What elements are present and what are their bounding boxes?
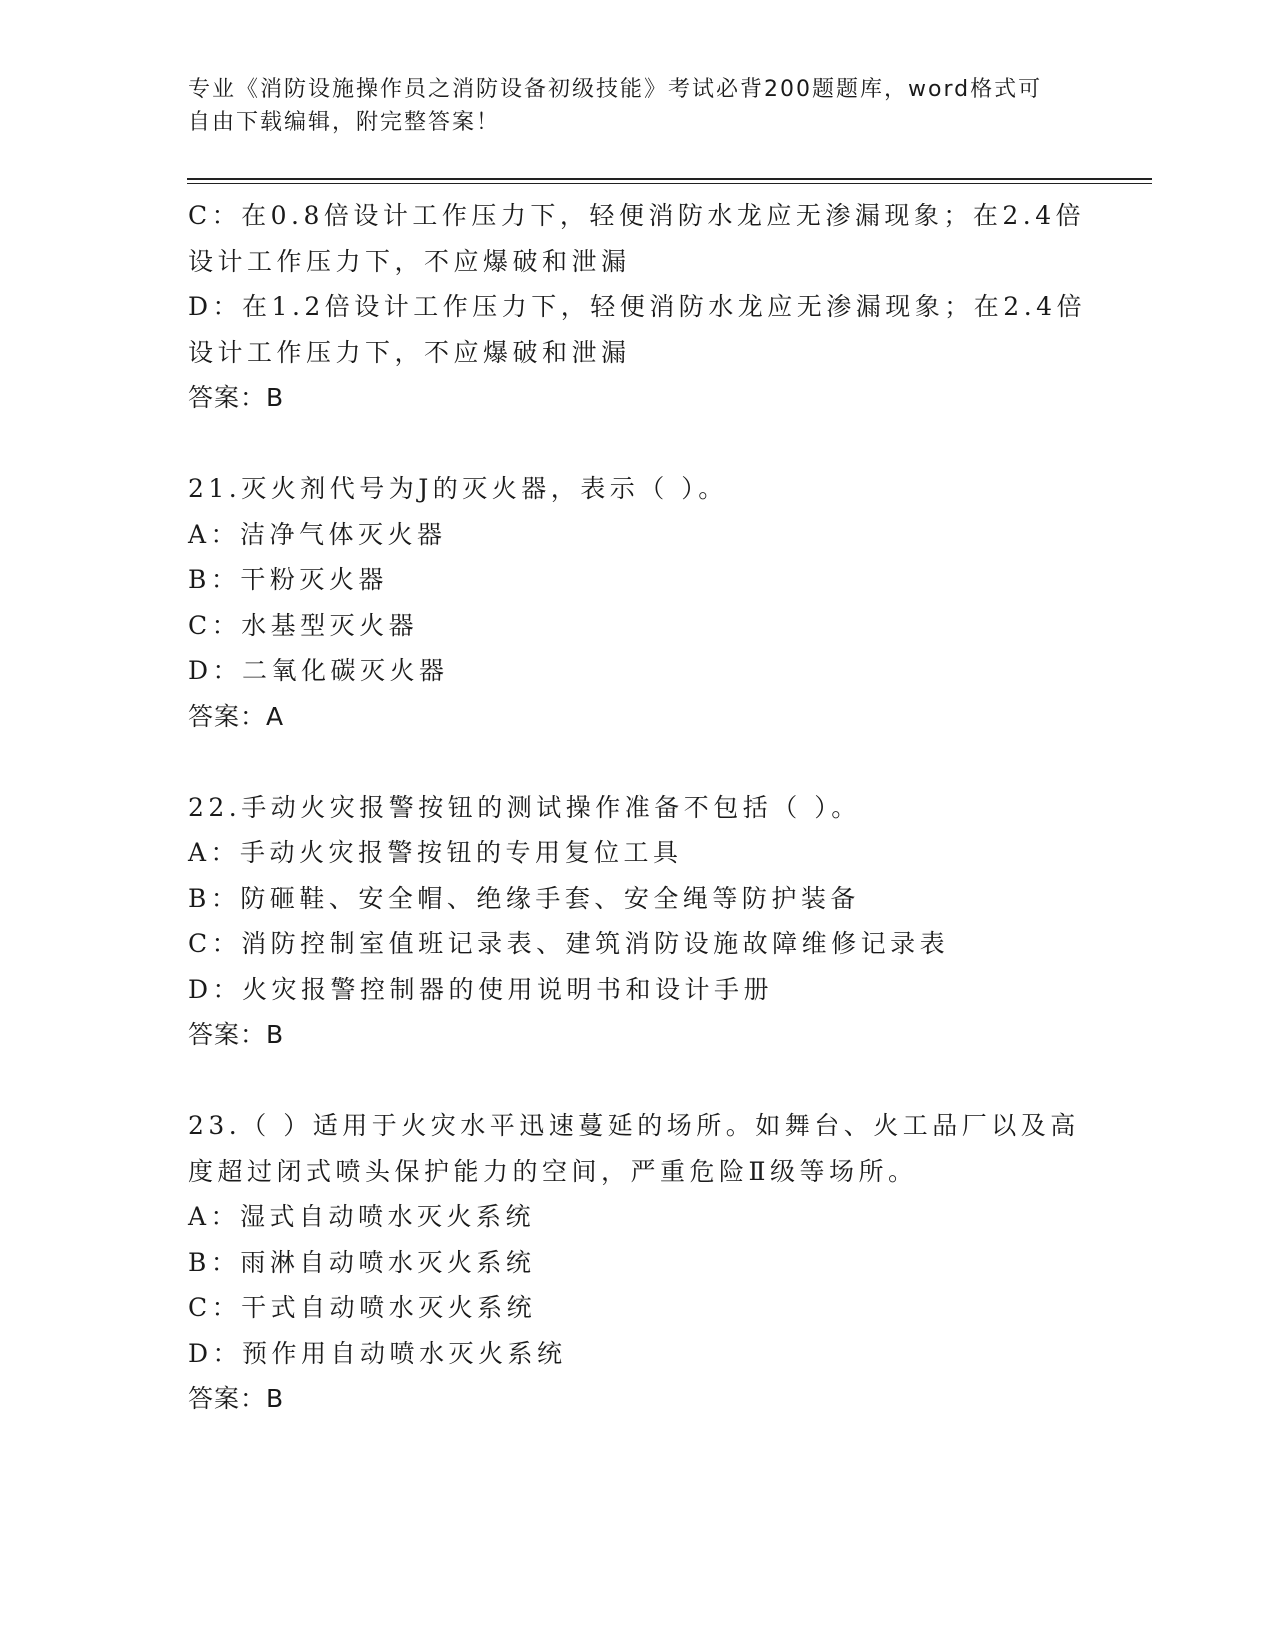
answer: 答案：B (188, 1384, 285, 1413)
header-rule-thin (187, 183, 1152, 184)
question-20-continued (188, 193, 1088, 421)
question-23 (188, 1103, 1088, 1422)
header-line-1: 专业《消防设施操作员之消防设备初级技能》考试必背200题题库，word格式可 (188, 77, 1043, 102)
option-a: A：洁净气体灭火器 (188, 519, 447, 549)
option-c-line-1: C：在0.8倍设计工作压力下，轻便消防水龙应无渗漏现象；在2.4倍 (188, 201, 1086, 230)
header-line-2: 自由下载编辑，附完整答案！ (188, 110, 501, 135)
question-stem: 21.灭火剂代号为J的灭火器，表示（ ）。 (188, 474, 728, 503)
question-content (188, 193, 1088, 1422)
option-b: B：干粉灭火器 (188, 565, 388, 594)
option-c: C：水基型灭火器 (188, 610, 419, 640)
header-rule-thick (187, 178, 1152, 180)
option-a: A：湿式自动喷水灭火系统 (188, 1202, 536, 1231)
option-d: D：火灾报警控制器的使用说明书和设计手册 (188, 974, 774, 1004)
option-d: D：预作用自动喷水灭火系统 (188, 1338, 567, 1368)
option-c: C：干式自动喷水灭火系统 (188, 1293, 537, 1322)
option-b: B：雨淋自动喷水灭火系统 (188, 1247, 536, 1277)
option-b: B：防砸鞋、安全帽、绝缘手套、安全绳等防护装备 (188, 883, 860, 913)
answer: 答案：B (188, 1020, 285, 1049)
question-21 (188, 466, 1088, 739)
option-c-line-2: 设计工作压力下，不应爆破和泄漏 (188, 246, 631, 276)
question-22 (188, 785, 1088, 1058)
option-c: C：消防控制室值班记录表、建筑消防设施故障维修记录表 (188, 929, 950, 958)
answer: 答案：B (188, 383, 285, 412)
question-stem-line-2: 度超过闭式喷头保护能力的空间，严重危险Ⅱ级等场所。 (188, 1156, 918, 1186)
question-stem: 22.手动火灾报警按钮的测试操作准备不包括（ ）。 (188, 792, 861, 822)
option-a: A：手动火灾报警按钮的专用复位工具 (188, 838, 683, 867)
option-d-line-1: D：在1.2倍设计工作压力下，轻便消防水龙应无渗漏现象；在2.4倍 (188, 292, 1087, 321)
answer: 答案：A (188, 701, 285, 731)
document-header (188, 73, 1068, 139)
option-d-line-2: 设计工作压力下，不应爆破和泄漏 (188, 337, 631, 367)
question-stem-line-1: 23.（ ）适用于火灾水平迅速蔓延的场所。如舞台、火工品厂以及高 (188, 1111, 1080, 1140)
option-d: D：二氧化碳灭火器 (188, 656, 449, 685)
